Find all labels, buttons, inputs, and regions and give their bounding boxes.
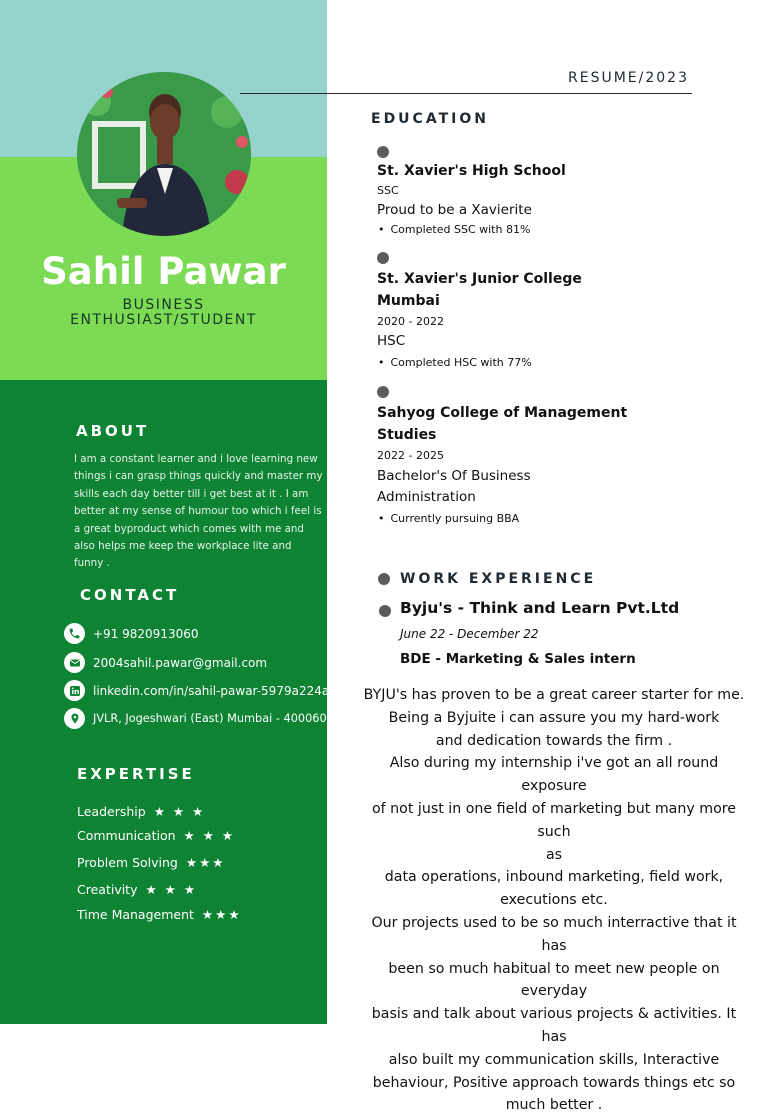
work-description-line: executions etc. [500, 892, 608, 909]
expertise-item [77, 828, 235, 843]
work-description-line: and dedication towards the firm . [435, 732, 673, 749]
work-company: Byju's - Think and Learn Pvt.Ltd [400, 599, 680, 617]
education-years: 2022 - 2025 [377, 449, 444, 462]
about-heading: ABOUT [76, 422, 150, 440]
about-text [74, 451, 326, 573]
location-pin-icon [64, 708, 85, 729]
expertise-label: Leadership [77, 804, 146, 819]
timeline-dot [379, 605, 391, 617]
expertise-item [77, 907, 242, 922]
header-divider [240, 93, 692, 94]
education-school: Mumbai [377, 293, 440, 309]
contact-email-text: 2004sahil.pawar@gmail.com [93, 655, 268, 670]
work-experience-heading: WORK EXPERIENCE [400, 571, 597, 587]
work-description-line: also built my communication skills, Interactive [388, 1051, 720, 1068]
contact-address [64, 708, 327, 729]
contact-email[interactable] [64, 652, 267, 673]
star-rating: ★ ★ ★ [183, 828, 236, 843]
about-line: funny . [74, 557, 110, 570]
education-school: Studies [377, 427, 437, 443]
work-description-line: behaviour, Positive approach towards things etc so [372, 1074, 736, 1091]
about-line: things i can grasp things quickly and master my [74, 470, 323, 483]
profile-photo-illustration [77, 72, 251, 236]
work-description-line: as [545, 846, 563, 863]
education-years: 2020 - 2022 [377, 315, 444, 328]
education-school: St. Xavier's High School [377, 163, 566, 179]
work-description-line: basis and talk about various projects & activities. It has [371, 1006, 737, 1045]
education-note: Proud to be a Xavierite [377, 202, 532, 218]
about-line: I am a constant learner and i love learning new [74, 453, 318, 465]
expertise-item [77, 804, 205, 819]
education-degree: HSC [377, 333, 406, 349]
education-qualification: SSC [377, 184, 399, 197]
about-line: also helps me keep the workplace lite and [74, 540, 292, 553]
education-school: St. Xavier's Junior College [377, 271, 582, 287]
work-description-line: Our projects used to be so much interractive that it has [371, 914, 737, 954]
education-bullet: • Completed HSC with 77% [378, 356, 532, 369]
star-rating: ★★★ [185, 855, 226, 870]
timeline-dot [377, 252, 389, 264]
education-school: Sahyog College of Management [377, 405, 628, 421]
star-rating: ★★★ [201, 907, 242, 922]
work-role: BDE - Marketing & Sales intern [400, 651, 636, 667]
linkedin-icon [64, 680, 85, 701]
star-rating: ★ ★ ★ [153, 804, 206, 819]
work-description-line: been so much habitual to meet new people on everyday [388, 960, 720, 1000]
profile-photo [77, 72, 251, 236]
star-rating: ★ ★ ★ [145, 882, 198, 897]
timeline-dot [377, 386, 389, 398]
education-degree: Bachelor's Of Business [377, 468, 531, 484]
work-dates: June 22 - December 22 [400, 627, 539, 641]
education-bullet: • Currently pursuing BBA [378, 512, 519, 525]
contact-phone-text: +91 9820913060 [93, 626, 199, 641]
subtitle-line-2: ENTHUSIAST/STUDENT [70, 312, 257, 328]
education-bullet: • Completed SSC with 81% [378, 223, 530, 236]
expertise-label: Problem Solving [77, 855, 178, 870]
expertise-label: Time Management [77, 907, 194, 922]
timeline-dot [377, 146, 389, 158]
work-description-line: Being a Byjuite i can assure you my hard-work [388, 709, 720, 726]
subtitle-line-1: BUSINESS [122, 297, 205, 313]
about-line: a great byproduct which comes with me and [74, 522, 304, 535]
expertise-label: Creativity [77, 882, 138, 897]
work-description-line: of not just in one field of marketing but many more such [371, 800, 737, 840]
contact-linkedin[interactable] [64, 680, 333, 701]
resume-year-label: RESUME/2023 [568, 70, 689, 86]
contact-address-text: JVLR, Jogeshwari (East) Mumbai - 400060 [93, 712, 327, 725]
contact-linkedin-text: linkedin.com/in/sahil-pawar-5979a224a/ [93, 683, 334, 698]
expertise-item [77, 882, 197, 897]
expertise-heading: EXPERTISE [77, 765, 195, 783]
email-icon [64, 652, 85, 673]
about-line: skills each day better till i get best at it . I am [74, 487, 309, 500]
contact-heading: CONTACT [80, 586, 180, 604]
education-heading: EDUCATION [371, 111, 489, 127]
education-degree: Administration [377, 489, 476, 505]
work-description [358, 684, 750, 1117]
candidate-name: Sahil Pawar [41, 250, 286, 293]
timeline-dot [378, 573, 390, 585]
work-description-line: data operations, inbound marketing, field work, [384, 869, 724, 886]
candidate-subtitle [0, 298, 327, 328]
about-line: better at my sense of humour too which i feel is [74, 505, 322, 518]
work-description-line: Also during my internship i've got an all round exposure [389, 755, 719, 795]
work-description-line: much better . [505, 1097, 603, 1114]
phone-icon [64, 623, 85, 644]
expertise-label: Communication [77, 828, 176, 843]
work-description-line: BYJU's has proven to be a great career starter for me. [363, 687, 745, 703]
expertise-item [77, 855, 225, 870]
contact-phone[interactable] [64, 623, 199, 644]
